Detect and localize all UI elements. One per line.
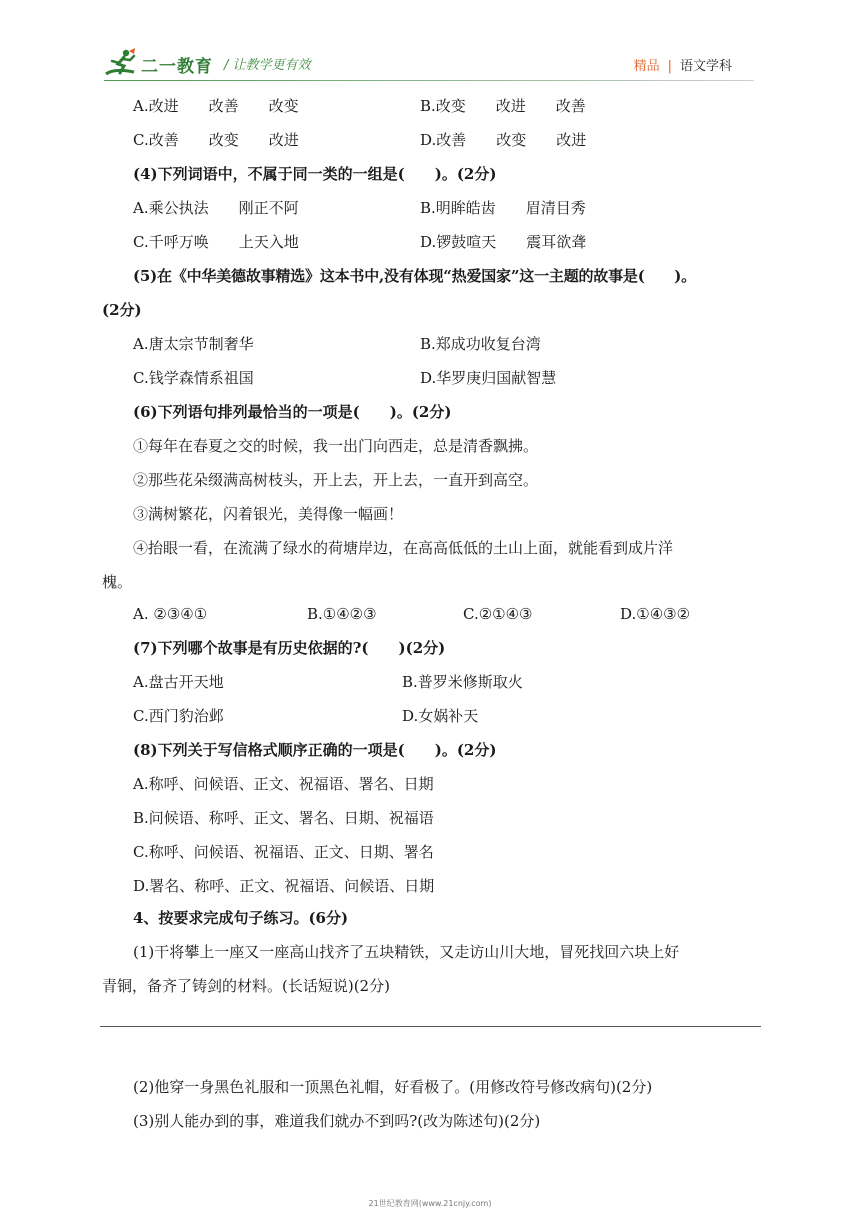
q5-stem-points: (2分) [102,301,142,319]
q3-option-c: C.改善 改变 改进 [133,131,299,149]
header-divider: | [667,59,672,74]
q6-option-a: A. ②③④① [133,605,208,623]
sec4-item-1: (1)干将攀上一座又一座高山找齐了五块精铁，又走访山川大地，冒死找回六块上好 [133,943,680,961]
premium-badge: 精品 [633,59,660,74]
q8-option-a: A.称呼、问候语、正文、祝福语、署名、日期 [133,775,434,793]
header-right [634,55,732,74]
q7-option-b: B.普罗米修斯取火 [402,673,523,691]
header-divider-line [104,80,754,81]
q5-option-c: C.钱学森情系祖国 [133,369,254,387]
q3-option-a: A.改进 改善 改变 [133,97,299,115]
q6-sentence-2: ②那些花朵缀满高树枝头，开上去，开上去，一直开到高空。 [133,471,539,489]
q5-option-a: A.唐太宗节制奢华 [133,335,254,353]
header-slogan: / 让教学更有效 [224,58,311,73]
sec4-item-2: (2)他穿一身黑色礼服和一顶黑色礼帽，好看极了。(用修改符号修改病句)(2分) [133,1078,653,1096]
subject-label: 语文学科 [679,59,732,74]
q3-option-b: B.改变 改进 改善 [420,97,586,115]
q6-sentence-4: ④抬眼一看，在流满了绿水的荷塘岸边，在高高低低的土山上面，就能看到成片洋 [133,539,674,557]
q6-stem: (6)下列语句排列最恰当的一项是( )。(2分) [133,403,452,421]
q7-option-a: A.盘古开天地 [133,673,224,691]
sec4-item-3: (3)别人能办到的事，难道我们就办不到吗?(改为陈述句)(2分) [133,1112,541,1130]
logo-text: 二一教育 [141,57,213,77]
q8-option-d: D.署名、称呼、正文、祝福语、问候语、日期 [133,877,435,895]
page-footer: 21世纪教育网(www.21cnjy.com) [368,1199,492,1208]
q6-sentence-4-cont: 槐。 [102,573,133,591]
q4-option-a: A.乘公执法 刚正不阿 [133,199,299,217]
q8-option-c: C.称呼、问候语、祝福语、正文、日期、署名 [133,843,434,861]
q3-option-d: D.改善 改变 改进 [420,131,587,149]
section-4-title: 4、按要求完成句子练习。(6分) [133,909,349,927]
q8-option-b: B.问候语、称呼、正文、署名、日期、祝福语 [133,809,434,827]
q5-option-d: D.华罗庚归国献智慧 [420,369,557,387]
q6-option-d: D.①④③② [620,605,691,623]
q4-stem: (4)下列词语中，不属于同一类的一组是( )。(2分) [133,165,497,183]
q5-option-b: B.郑成功收复台湾 [420,335,541,353]
q7-option-d: D.女娲补天 [402,707,479,725]
q5-stem: (5)在《中华美德故事精选》这本书中,没有体现“热爱国家”这一主题的故事是( )。 [133,267,696,285]
q6-sentence-3: ③满树繁花，闪着银光，美得像一幅画！ [133,505,404,523]
sec4-item-1-cont: 青铜，备齐了铸剑的材料。(长话短说)(2分) [102,977,390,995]
q6-sentence-1: ①每年在春夏之交的时候，我一出门向西走，总是清香飘拂。 [133,437,539,455]
answer-line [100,1026,761,1027]
q8-stem: (8)下列关于写信格式顺序正确的一项是( )。(2分) [133,741,497,759]
runner-logo-icon [104,48,140,80]
q6-option-b: B.①④②③ [307,605,377,623]
q7-stem: (7)下列哪个故事是有历史依据的?( )(2分) [133,639,446,657]
q4-option-d: D.锣鼓喧天 震耳欲聋 [420,233,587,251]
q7-option-c: C.西门豹治邺 [133,707,224,725]
q6-option-c: C.②①④③ [463,605,533,623]
page-header [0,0,860,90]
q4-option-c: C.千呼万唤 上天入地 [133,233,299,251]
q4-option-b: B.明眸皓齿 眉清目秀 [420,199,586,217]
